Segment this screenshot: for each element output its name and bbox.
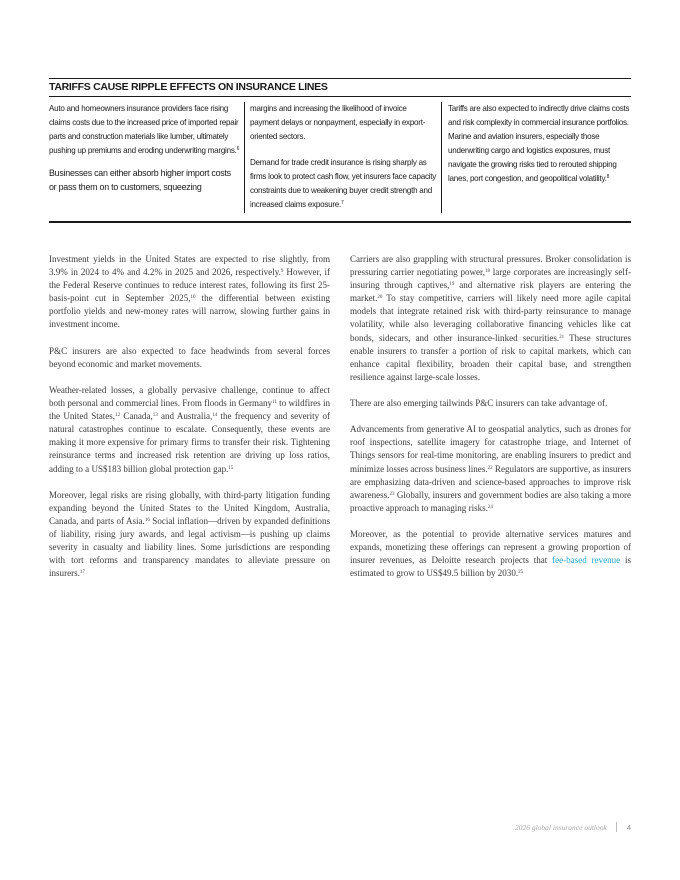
sidebar-col2-paragraph-1: margins and increasing the likelihood of invoice payment delays or nonpayment, especially in export-oriented sectors. xyxy=(250,104,426,141)
text: Weather-related losses, a globally pervasive challenge, continue to affect both personal and commercial lines. From floods in Germany xyxy=(49,384,330,409)
sidebar-column-1 xyxy=(49,102,244,213)
body-column-right xyxy=(350,253,631,593)
text: and alternative risk players are entering the market. xyxy=(350,280,631,304)
left-paragraph-2: P&C insurers are also expected to face headwinds from several forces beyond economic and market movements. xyxy=(49,345,330,369)
text: However, if the Federal Reserve continues to reduce interest rates, following its first 25-basis-point cut in September 2025, xyxy=(49,267,330,304)
footnote-ref: 17 xyxy=(79,570,85,576)
text: to wildfires in the United States, xyxy=(49,398,330,422)
sidebar-col2-p2-text: Demand for trade credit insurance is rising sharply as firms look to protect cash flow, yet insurers face capacity constraints due to weakening buyer credit strength and increased claims exposure. xyxy=(250,158,437,209)
footnote-ref: 8 xyxy=(606,174,610,180)
footnote-ref: 19 xyxy=(449,282,455,288)
sidebar-col3-paragraph-1 xyxy=(448,102,631,186)
footnote-ref: 6 xyxy=(236,146,240,152)
sidebar-col2-paragraph-2 xyxy=(250,156,437,212)
text: is estimated to grow to US$49.5 billion by 2030. xyxy=(350,555,631,579)
sidebar-bottom-rule xyxy=(49,221,631,223)
body-column-left xyxy=(49,253,330,593)
sidebar-col3-p1-text: Tariffs are also expected to indirectly drive claims costs and risk complexity in commercial insurance portfolios. Marine and aviation insurers, especially those underwriting cargo and logistics exposures, must navigate the growing risks tied to rerouted shipping lanes, port congestion, and geopolitical volatility. xyxy=(448,104,630,183)
fee-based-revenue-link[interactable]: fee-based revenue xyxy=(552,555,621,566)
sidebar-col1-paragraph-1 xyxy=(49,102,240,158)
page-footer xyxy=(515,822,631,832)
text: Carriers are also grappling with structural pressures. Broker consolidation is pressuring carrier negotiating power, xyxy=(350,254,631,278)
sidebar-title-rule xyxy=(49,96,631,97)
right-paragraph-1 xyxy=(350,253,631,384)
sidebar-col1-p1-text: Auto and homeowners insurance providers face rising claims costs due to the increased price of imported repair parts and construction materials like lumber, ultimately pushing up premiums and eroding underwriting margins. xyxy=(49,104,239,155)
footnote-ref: 16 xyxy=(144,517,150,523)
text: and Australia, xyxy=(157,411,213,422)
text: Advancements from generative AI to geospatial analytics, such as drones for roof inspections, satellite imagery for catastrophe triage, and Internet of Things sensors for real-time monitoring, are enabling insurers to predict and minimize losses across business lines. xyxy=(350,424,631,474)
sidebar-columns xyxy=(49,102,631,213)
text: To stay competitive, carriers will likely need more agile capital models that integrate retained risk with third-party reinsurance to manage volatility, while also leveraging collaborative financing vehicles like cat bonds, sidecars, and other insurance-linked securities. xyxy=(350,293,631,343)
text: Canada, xyxy=(120,411,153,422)
footnote-ref: 24 xyxy=(487,504,493,510)
text: the frequency and severity of natural catastrophes continue to escalate. Consequently, these events are making it more expensive for primary firms to transfer their risk. Tightening reinsurance terms and increased risk retention are driving up loss ratios, adding to a US$183 billion global protection gap. xyxy=(49,411,331,474)
right-paragraph-4 xyxy=(350,528,631,580)
footnote-ref: 18 xyxy=(484,269,490,275)
sidebar-column-3 xyxy=(441,102,631,213)
left-paragraph-4 xyxy=(49,489,330,581)
right-paragraph-2: There are also emerging tailwinds P&C insurers can take advantage of. xyxy=(350,398,608,409)
text: These structures enable insurers to transfer a portion of risk to capital markets, which can enhance capital flexibility, broaden their capital base, and strengthen resilience against large-scale losses. xyxy=(350,332,631,382)
text: the differential between existing portfolio yields and new-money rates will narrow, slowing further gains in investment income. xyxy=(49,293,330,330)
sidebar-title: TARIFFS CAUSE RIPPLE EFFECTS ON INSURANCE LINES xyxy=(49,81,328,93)
footer-publication-title: 2026 global insurance outlook xyxy=(514,822,607,832)
text: Globally, insurers and government bodies are also taking a more proactive approach to managing risks. xyxy=(350,489,631,513)
text: Social inflation—driven by expanded definitions of liability, rising jury awards, and legal activism—is pushing up claims severity in casualty and liability lines. Some jurisdictions are responding with tort reforms and transparency mandates to alleviate pressure on insurers. xyxy=(49,515,331,579)
footnote-ref: 12 xyxy=(115,413,121,419)
page-number: 4 xyxy=(626,822,631,832)
text: Investment yields in the United States are expected to rise slightly, from 3.9% in 2024 to 4% and 4.2% in 2025 and 2026, respectively. xyxy=(49,254,330,278)
sidebar-column-2 xyxy=(244,102,441,213)
footnote-ref: 11 xyxy=(272,400,277,406)
text: Regulators are supportive, as insurers are emphasizing data-driven and science-based approaches to improve risk awareness. xyxy=(350,463,631,500)
footnote-ref: 14 xyxy=(212,413,218,419)
footnote-ref: 21 xyxy=(559,334,565,340)
footnote-ref: 9 xyxy=(280,269,284,275)
footnote-ref: 15 xyxy=(228,465,234,471)
footnote-ref: 20 xyxy=(377,295,383,301)
sidebar-col1-paragraph-2: Businesses can either absorb higher import costs or pass them on to customers, squeezing xyxy=(49,168,231,192)
footnote-ref: 7 xyxy=(341,200,344,206)
right-paragraph-3 xyxy=(350,423,631,515)
text: large corporates are increasingly self-insuring through captives, xyxy=(350,267,631,291)
footer-divider xyxy=(616,822,617,832)
footnote-ref: 23 xyxy=(389,491,395,497)
footnote-ref: 22 xyxy=(487,465,493,471)
footnote-ref: 10 xyxy=(190,295,196,301)
tariffs-sidebar xyxy=(49,78,631,213)
left-paragraph-3 xyxy=(49,384,330,476)
text: Moreover, as the potential to provide alternative services matures and expands, monetizing these offerings can represent a growing proportion of insurer revenues, as Deloitte research projects that xyxy=(350,528,631,566)
left-paragraph-1 xyxy=(49,253,330,332)
text: Moreover, legal risks are rising globally, with third-party litigation funding expanding beyond the United States to the United Kingdom, Australia, Canada, and parts of Asia. xyxy=(49,489,330,526)
footnote-ref: 25 xyxy=(518,570,524,576)
footnote-ref: 13 xyxy=(152,413,158,419)
